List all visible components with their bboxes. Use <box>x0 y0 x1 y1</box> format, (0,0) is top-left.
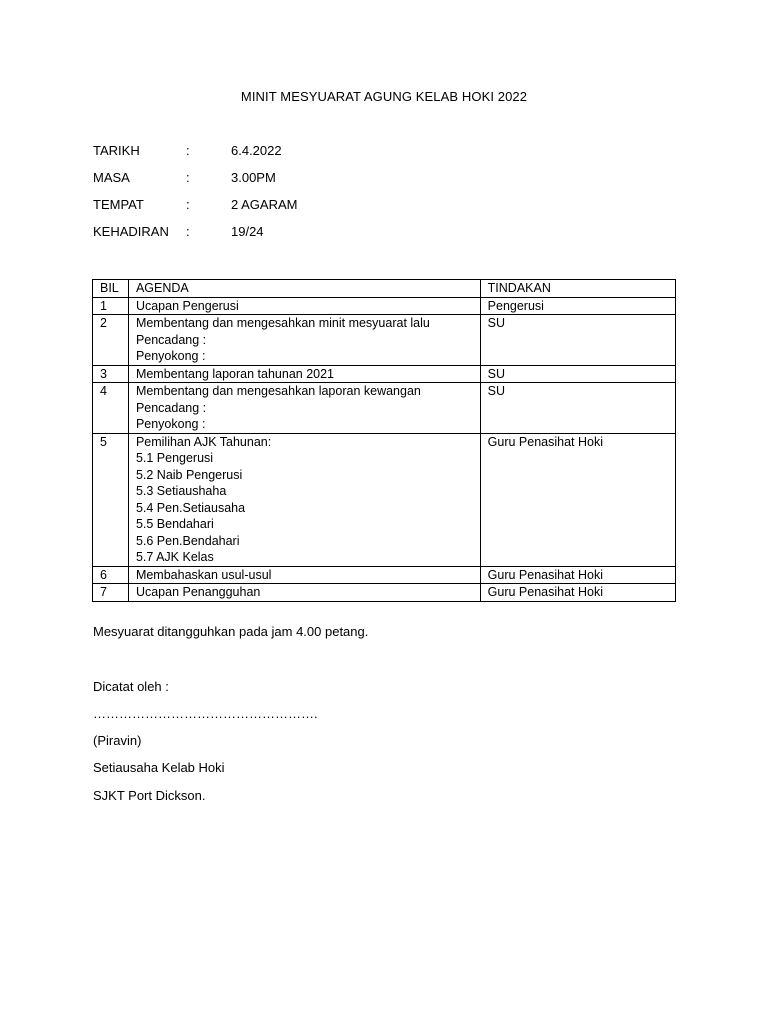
info-colon: : <box>186 170 190 185</box>
agenda-line: 5.3 Setiaushaha <box>135 484 227 498</box>
agenda-line: Penyokong : <box>135 417 206 431</box>
signature-line: ……………………………………………. <box>93 706 318 721</box>
agenda-line: Penyokong : <box>135 349 206 363</box>
cell-bil: 6 <box>93 566 129 584</box>
recorder-position: Setiausaha Kelab Hoki <box>93 760 225 775</box>
agenda-line: 5.5 Bendahari <box>135 517 214 531</box>
info-value: 6.4.2022 <box>231 143 282 158</box>
cell-bil: 4 <box>93 383 129 434</box>
agenda-line: 5.4 Pen.Setiausaha <box>135 500 246 515</box>
table-header-row <box>93 280 676 298</box>
cell-agenda <box>128 383 480 434</box>
table-row <box>93 383 676 434</box>
agenda-line: Pencadang : <box>135 332 207 347</box>
info-colon: : <box>186 143 190 158</box>
agenda-line: 5.6 Pen.Bendahari <box>135 533 240 548</box>
table-row <box>93 297 676 315</box>
agenda-line: 5.7 AJK Kelas <box>135 550 214 564</box>
document-title: MINIT MESYUARAT AGUNG KELAB HOKI 2022 <box>240 89 528 104</box>
cell-tindakan: SU <box>480 365 675 383</box>
cell-agenda <box>128 584 480 602</box>
agenda-line: Pencadang : <box>135 400 207 415</box>
cell-agenda <box>128 315 480 366</box>
info-label: MASA <box>93 170 130 185</box>
info-label: TEMPAT <box>93 197 144 212</box>
info-value: 3.00PM <box>231 170 276 185</box>
table-row <box>93 584 676 602</box>
table-row <box>93 433 676 566</box>
cell-bil: 3 <box>93 365 129 383</box>
table-row <box>93 566 676 584</box>
cell-tindakan: SU <box>480 315 675 366</box>
recorded-by-label: Dicatat oleh : <box>93 679 169 694</box>
adjournment-note: Mesyuarat ditangguhkan pada jam 4.00 petang. <box>93 624 369 639</box>
cell-tindakan: SU <box>480 383 675 434</box>
cell-bil: 1 <box>93 297 129 315</box>
cell-bil: 7 <box>93 584 129 602</box>
agenda-line: Pemilihan AJK Tahunan: <box>135 434 272 449</box>
agenda-line: Membentang laporan tahunan 2021 <box>135 366 335 381</box>
cell-agenda <box>128 297 480 315</box>
agenda-line: 5.1 Pengerusi <box>135 451 214 465</box>
cell-tindakan: Guru Penasihat Hoki <box>480 433 675 566</box>
cell-tindakan: Guru Penasihat Hoki <box>480 584 675 602</box>
agenda-line: Membahaskan usul-usul <box>135 567 272 582</box>
agenda-line: Ucapan Penangguhan <box>135 585 261 599</box>
cell-agenda <box>128 433 480 566</box>
header-bil: BIL <box>93 280 129 298</box>
info-colon: : <box>186 197 190 212</box>
agenda-line: Membentang dan mengesahkan minit mesyuarat lalu <box>135 316 430 330</box>
cell-tindakan: Pengerusi <box>480 297 675 315</box>
cell-agenda <box>128 566 480 584</box>
info-label: TARIKH <box>93 143 140 158</box>
info-label: KEHADIRAN <box>93 224 169 239</box>
info-value: 19/24 <box>231 224 264 239</box>
agenda-line: 5.2 Naib Pengerusi <box>135 467 243 482</box>
agenda-line: Membentang dan mengesahkan laporan kewangan <box>135 384 421 398</box>
agenda-line: Ucapan Pengerusi <box>135 298 239 313</box>
cell-tindakan: Guru Penasihat Hoki <box>480 566 675 584</box>
table-row <box>93 365 676 383</box>
school-name: SJKT Port Dickson. <box>93 788 206 803</box>
table-row <box>93 315 676 366</box>
info-value: 2 AGARAM <box>231 197 298 212</box>
cell-bil: 2 <box>93 315 129 366</box>
agenda-table <box>92 279 676 602</box>
cell-bil: 5 <box>93 433 129 566</box>
header-agenda: AGENDA <box>128 280 480 298</box>
cell-agenda <box>128 365 480 383</box>
info-colon: : <box>186 224 190 239</box>
recorder-name: (Piravin) <box>93 733 142 748</box>
header-tindakan: TINDAKAN <box>480 280 675 298</box>
